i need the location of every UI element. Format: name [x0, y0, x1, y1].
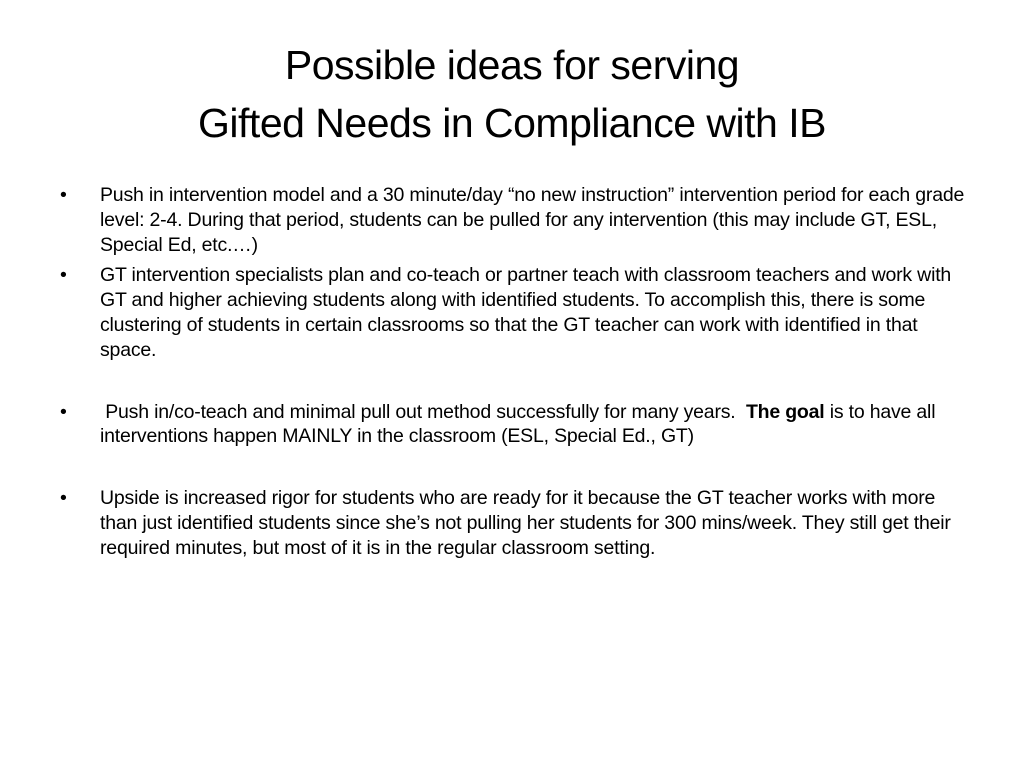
- bullet-item-4: [60, 486, 970, 560]
- slide-title: [40, 36, 984, 152]
- slide-title-line-2: Gifted Needs in Compliance with IB: [198, 100, 826, 146]
- bullet-dot-icon: •: [60, 400, 67, 423]
- bullet-item-2: [60, 263, 970, 362]
- bullet-dot-icon: •: [60, 264, 67, 287]
- bullet-dot-icon: •: [60, 184, 67, 206]
- bullet-text-before: Push in/co-teach and minimal pull out method successfully for many years.: [100, 400, 746, 423]
- bullet-dot-icon: •: [60, 487, 67, 510]
- bullet-item-1: [60, 183, 970, 257]
- bullet-text: Upside is increased rigor for students who are ready for it because the GT teacher works with more than just identified students since she’s not pulling her students for 300 mins/week. They still get their required minutes, but most of it is in the regular classroom setting.: [100, 487, 951, 559]
- bullet-text: Push in intervention model and a 30 minute/day “no new instruction” intervention period for each grade level: 2-4. During that period, students can be pulled for any intervention (this may include GT, ESL, Special Ed, etc.…): [100, 184, 965, 256]
- slide-title-line-1: Possible ideas for serving: [284, 42, 740, 88]
- bullet-item-3: [60, 400, 970, 450]
- bullet-text-after: is to have all interventions happen MAINLY in the classroom (ESL, Special Ed., GT): [100, 400, 936, 448]
- bullet-list: [60, 183, 970, 561]
- bullet-text: GT intervention specialists plan and co-teach or partner teach with classroom teachers and work with GT and higher achieving students along with identified students. To accomplish this, there is some clustering of students in certain classrooms so that the GT teacher can work with identified in that space.: [100, 264, 952, 361]
- bullet-bold-text: The goal: [745, 400, 825, 423]
